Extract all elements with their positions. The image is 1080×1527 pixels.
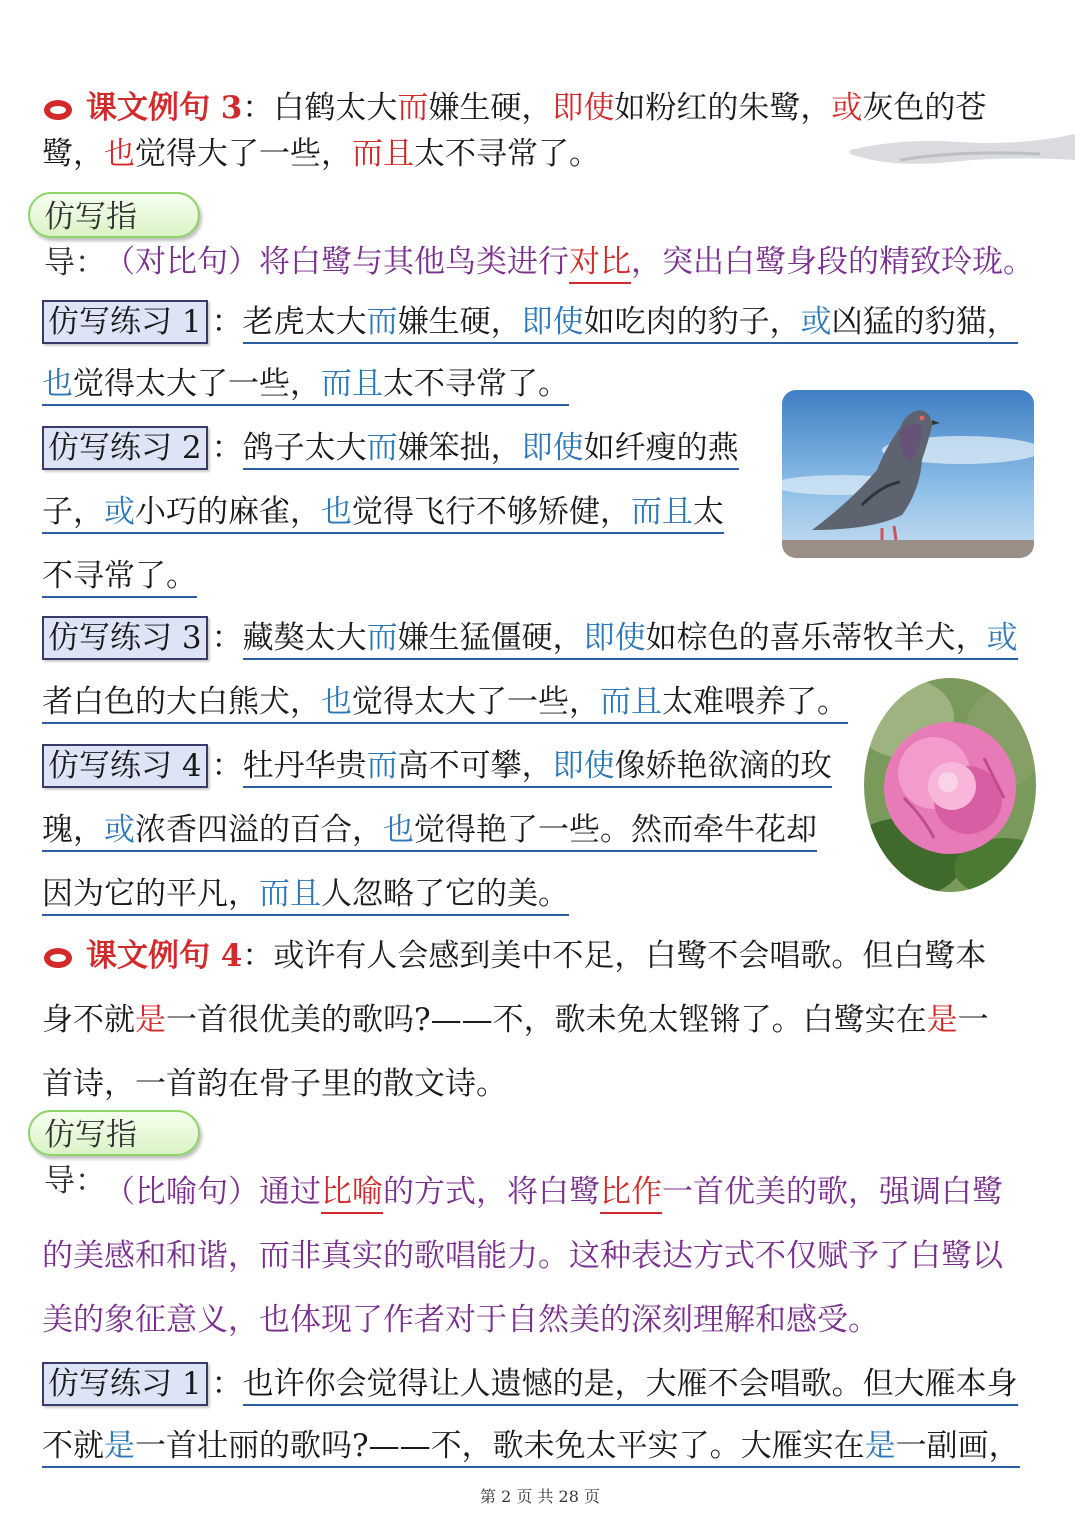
example3-label: 课文例句 3 [86, 90, 243, 126]
example4-label: 课文例句 4 [86, 938, 243, 974]
practice-tag: 仿写练习 1 [42, 300, 208, 344]
example3-line1: 课文例句 3：白鹤太大而嫌生硬，即使如粉红的朱鹭，或灰色的苍 [42, 86, 1040, 130]
page-footer: 第 2 页 共 28 页 [480, 1487, 600, 1506]
example4-line1: 课文例句 4：或许有人会感到美中不足，白鹭不会唱歌。但白鹭本 [42, 934, 1040, 978]
practice-tag: 仿写练习 2 [42, 426, 208, 470]
ex3-practice1-line1: 仿写练习 1 ：老虎太大而嫌生硬，即使如吃肉的豹子，或凶猛的豹猫， [42, 300, 1040, 344]
bullet-icon [42, 947, 76, 969]
guide3-text: （对比句）将白鹭与其他鸟类进行对比，突出白鹭身段的精致玲珑。 [104, 240, 1040, 284]
ex4-practice1-line1: 仿写练习 1 ：也许你会觉得让人遗憾的是，大雁不会唱歌。但大雁本身 [42, 1362, 1040, 1406]
guide4-line1: （比喻句）通过比喻的方式，将白鹭比作一首优美的歌，强调白鹭 [104, 1170, 1040, 1214]
guide4-line3: 美的象征意义，也体现了作者对于自然美的深刻理解和感受。 [42, 1302, 879, 1338]
bullet-icon [42, 99, 76, 121]
guide-label: 仿写指导： [28, 1110, 200, 1156]
guide4-line2: 的美感和和谐，而非真实的歌唱能力。这种表达方式不仅赋予了白鹭以 [42, 1238, 1003, 1274]
ex3-practice2-line1: 仿写练习 2 ：鸽子太大而嫌笨拙，即使如纤瘦的燕 [42, 426, 1040, 470]
guide-label: 仿写指导： [28, 192, 200, 238]
ex3-practice2-line3: 不寻常了。 [42, 554, 1040, 598]
ex3-practice3-line2: 者白色的大白熊犬，也觉得太大了一些，而且太难喂养了。 [42, 680, 1040, 724]
ex3-practice4-line3: 因为它的平凡，而且人忽略了它的美。 [42, 872, 1040, 916]
ex3-practice2-line2: 子，或小巧的麻雀，也觉得飞行不够矫健，而且太 [42, 490, 1040, 534]
example3-line2: 鹭，也觉得大了一些，而且太不寻常了。 [42, 136, 600, 172]
ex3-practice4-line2: 瑰，或浓香四溢的百合，也觉得艳了一些。然而牵牛花却 [42, 808, 1040, 852]
practice-tag: 仿写练习 4 [42, 744, 208, 788]
example4-line3: 首诗，一首韵在骨子里的散文诗。 [42, 1066, 507, 1102]
practice-tag: 仿写练习 3 [42, 616, 208, 660]
example4-line2: 身不就是一首很优美的歌吗?——不，歌未免太铿锵了。白鹭实在是一 [42, 1002, 989, 1038]
ex3-practice1-line2: 也觉得太大了一些，而且太不寻常了。 [42, 362, 1040, 406]
ex3-practice3-line1: 仿写练习 3 ：藏獒太大而嫌生猛僵硬，即使如棕色的喜乐蒂牧羊犬，或 [42, 616, 1040, 660]
practice-tag: 仿写练习 1 [42, 1362, 208, 1406]
ex4-practice1-line2: 不就是一首壮丽的歌吗?——不，歌未免太平实了。大雁实在是一副画， [42, 1424, 1040, 1468]
ex3-practice4-line1: 仿写练习 4 ：牡丹华贵而高不可攀，即使像娇艳欲滴的玫 [42, 744, 1040, 788]
